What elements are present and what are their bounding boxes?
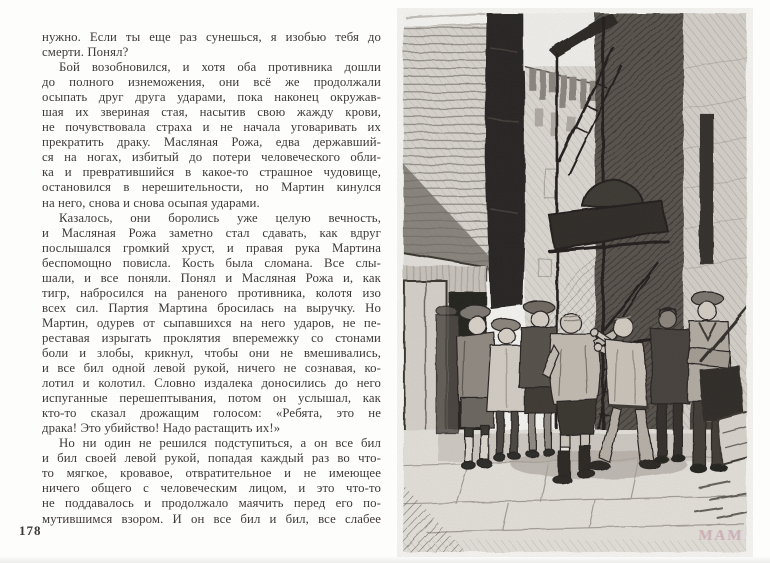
text-column	[42, 30, 381, 527]
text-line: не почувствовала страха и не начала уговаривать их	[42, 120, 381, 135]
text-line: ка и превратившийся в какое-то страшное чудовище,	[42, 165, 381, 180]
text-line: драка! Это убийство! Надо растащить их!»	[42, 421, 281, 436]
text-line: беспомощно повисла. Кость была сломана. Все слы-	[42, 255, 381, 270]
text-line: боли и злобы, крикнул, чтобы они не вмешивались,	[42, 345, 381, 360]
text-line: шали, и все поняли. Понял и Масляная Рожа и, как	[42, 270, 381, 285]
text-line: нужно. Если ты еще раз сунешься, я изобью тебя до	[42, 30, 381, 44]
text-line: испуганные перешептывания, потом он услышал, как	[42, 391, 381, 406]
illustration	[397, 8, 753, 557]
text-line: остановился в нерешительности, но Мартин кинулся	[42, 180, 381, 195]
text-line: мутившимся взором. И он все бил и бил, все слабее	[42, 511, 381, 526]
text-line: кто-то сказал дрожащим голосом: «Ребята, это не	[42, 406, 381, 421]
text-line: Мартин, одурев от сыпавшихся на него ударов, не пе-	[42, 315, 381, 330]
text-line: не поддавалось и продолжало маячить перед его по-	[42, 496, 381, 511]
alley-fight-drawing	[397, 8, 753, 557]
text-line: осыпать друг друга ударами, пока наконец окружав-	[42, 90, 381, 105]
text-line: до полного изнеможения, они всё же продолжали	[42, 75, 381, 90]
text-line: лотил и колотил. Словно издалека доносились до него	[42, 376, 381, 391]
text-line: и все бил одной левой рукой, ничего не сознавая, ко-	[42, 361, 381, 376]
text-line: Казалось, они боролись уже целую вечность,	[59, 210, 381, 225]
text-line: тигр, набросился на раненого противника, колотя изо	[42, 285, 381, 300]
text-line: Но ни один не решился подступиться, а он все бил	[59, 436, 381, 451]
text-line: реставая изрыгать проклятия вперемежку со стонами	[42, 330, 381, 345]
paper-grain	[398, 8, 751, 557]
text-line: смерти. Понял?	[42, 45, 129, 60]
text-line: ся на ногах, избитый до потери человеческого обли-	[42, 150, 381, 165]
text-line: прекратить драку. Масляная Рожа, едва державший-	[42, 135, 381, 150]
text-line: на него, снова и снова осыпая ударами.	[42, 195, 260, 210]
text-line: шая их звериная стая, насытив свою жажду крови,	[42, 105, 381, 120]
text-line: то мягкое, кровавое, отвратительное и не имеющее	[42, 466, 381, 481]
text-line: послышался громкий хруст, и правая рука Мартина	[42, 240, 381, 255]
right-page	[392, 0, 770, 563]
text-line: ничего общего с человеческим лицом, и это что-то	[42, 481, 381, 496]
text-line: Бой возобновился, и хотя оба противника дошли	[59, 60, 381, 75]
page-number: 178	[19, 523, 42, 538]
text-line: и Масляная Рожа заметно стал сдавать, как вдруг	[42, 225, 381, 240]
text-line: и бил своей левой рукой, попадая каждый раз во что-	[42, 451, 381, 466]
watermark: МАМ	[697, 528, 744, 544]
text-line: всех сил. Партия Мартина бросилась на выручку. Но	[42, 300, 381, 315]
